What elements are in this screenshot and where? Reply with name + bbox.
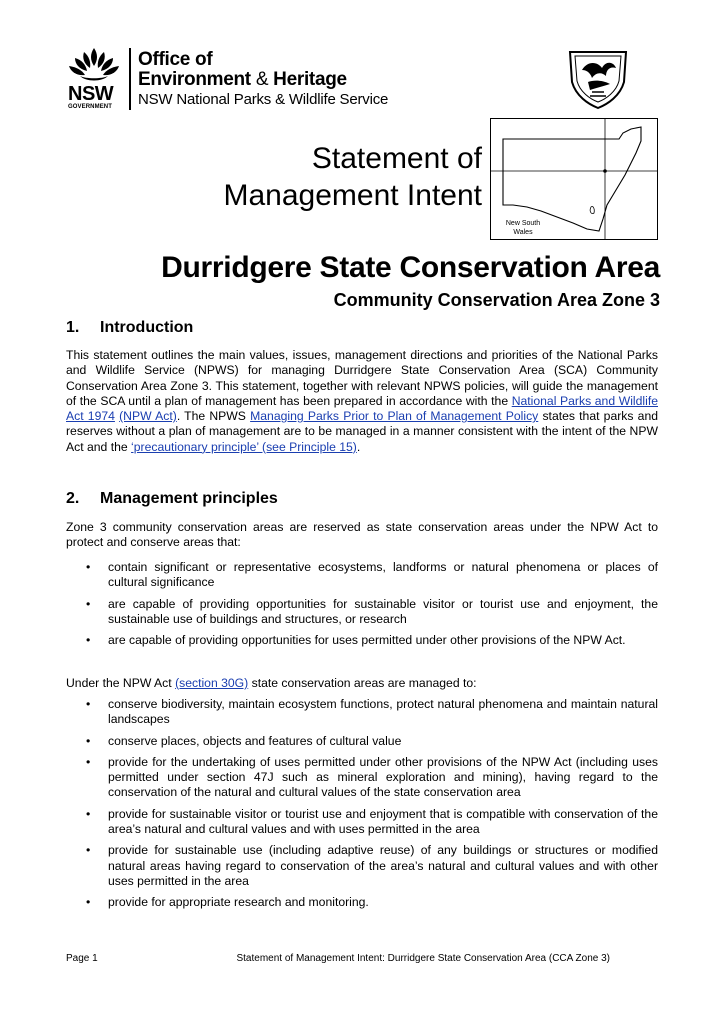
intro-text-2: . The NPWS	[176, 409, 251, 424]
list-item-text: conserve places, objects and features of cultural value	[108, 733, 402, 748]
list-item-text: conserve biodiversity, maintain ecosystem functions, protect natural phenomena and maintain natural landscapes	[108, 697, 658, 727]
header-divider	[129, 48, 131, 110]
list-item-text: provide for appropriate research and monitoring.	[108, 895, 369, 910]
under-text-2: state conservation areas are managed to:	[248, 676, 477, 690]
footer-title: Statement of Management Intent: Durridgere State Conservation Area (CCA Zone 3)	[236, 953, 610, 964]
agency-name	[138, 50, 388, 110]
introduction-paragraph	[66, 348, 658, 455]
waratah-icon	[66, 46, 122, 86]
agency-env: Environment	[138, 69, 251, 90]
document-type-title	[223, 140, 482, 214]
list-item-text: are capable of providing opportunities for sustainable visitor or tourist use and enjoyment, the sustainable use of buildings and structures, or research	[108, 596, 658, 626]
intro-text-1: This statement outlines the main values, issues, management directions and priorities of the National Parks and Wildlife Service (NPWS) for managing Durridgere State Conservation Area (SCA) Community Conservation Area Zone 3. This statement, together with relevant NPWS policies, will guide the management of the SCA until a plan of management has been prepared in accordance with the	[66, 348, 658, 408]
list-item: • provide for the undertaking of uses permitted under other provisions of the NPW Act (including uses permitted under section 47J such as mineral exploration and mining), having regard to the conservation of the natural and cultural values of the state conservation area	[86, 754, 658, 800]
list-item-text: provide for sustainable visitor or tourist use and enjoyment that is compatible with conservation of the area’s natural and cultural values and with uses permitted in the area	[108, 806, 658, 837]
section-number: 1.	[66, 319, 80, 336]
intro-text-4: .	[356, 439, 361, 454]
agency-heritage: Heritage	[273, 69, 347, 90]
section-30g-link[interactable]: (section 30G)	[175, 676, 249, 690]
list-item: • are capable of providing opportunities for sustainable visitor or tourist use and enjoyment, the sustainable use of buildings and structures, or research	[86, 596, 658, 626]
area-title: Durridgere State Conservation Area	[161, 251, 660, 284]
zone-subtitle: Community Conservation Area Zone 3	[333, 290, 660, 310]
npw-act-abbrev-link[interactable]: (NPW Act)	[119, 409, 177, 424]
title-line-1: Statement of	[311, 142, 482, 175]
section-1-heading	[66, 319, 193, 337]
section-title: Management principles	[100, 490, 278, 507]
managing-parks-policy-link[interactable]: Managing Parks Prior to Plan of Management Policy	[250, 409, 539, 424]
principles-intro-paragraph: Zone 3 community conservation areas are reserved as state conservation areas under the NPW Act to protect and conserve areas that:	[66, 520, 658, 550]
list-item: • provide for sustainable visitor or tourist use and enjoyment that is compatible with conservation of the area’s natural and cultural values and with uses permitted in the area	[86, 806, 658, 837]
agency-line-3: NSW National Parks & Wildlife Service	[138, 91, 389, 108]
intro-text-3: states that parks and reserves without a plan of management are to be managed in a manner consistent with the intent of the NPW Act and the	[66, 409, 659, 454]
list-item: • conserve biodiversity, maintain ecosystem functions, protect natural phenomena and maintain natural landscapes	[86, 697, 658, 727]
list-item-text: contain significant or representative ecosystems, landforms or natural phenomena or places of cultural significance	[108, 560, 658, 590]
section-2-heading	[66, 490, 278, 508]
agency-amp: &	[255, 69, 269, 90]
list-item: • contain significant or representative ecosystems, landforms or natural phenomena or places of cultural significance	[86, 560, 658, 590]
section-30g-paragraph	[66, 676, 658, 691]
list-item: • provide for appropriate research and monitoring.	[86, 895, 369, 910]
nsw-government-logo	[66, 46, 126, 112]
precautionary-principle-link[interactable]: ‘precautionary principle’ (see Principle 15)	[131, 439, 357, 454]
agency-line-1: Office of	[138, 49, 213, 70]
under-text-1: Under the NPW Act	[66, 676, 176, 690]
list-item: • are capable of providing opportunities for uses permitted under other provisions of the NPW Act.	[86, 633, 626, 648]
list-item-text: provide for sustainable use (including adaptive reuse) of any buildings or structures or modified natural areas having regard to conservation of the area’s natural and cultural values and with other uses permitted in the area	[108, 843, 658, 888]
map-label: New South Wales	[505, 220, 541, 236]
list-item: • provide for sustainable use (including adaptive reuse) of any buildings or structures or modified natural areas having regard to conservation of the area’s natural and cultural values and with other uses permitted in the area	[86, 843, 658, 888]
zone3-purpose-list	[66, 560, 658, 654]
nsw-locator-map	[490, 118, 658, 240]
section-number: 2.	[66, 490, 80, 507]
npw-act-link[interactable]: National Parks and Wildlife Act 1974	[66, 393, 658, 424]
sca-management-list	[66, 697, 658, 917]
list-item: • conserve places, objects and features of cultural value	[86, 733, 402, 748]
section-title: Introduction	[100, 319, 194, 336]
nsw-wordmark: NSW	[68, 83, 114, 105]
page-number: Page 1	[66, 953, 98, 964]
list-item-text: provide for the undertaking of uses permitted under other provisions of the NPW Act (including uses permitted under section 47J such as mineral exploration and mining), having regard to the conservation of the natural and cultural values of the state conservation area	[108, 754, 658, 800]
list-item-text: are capable of providing opportunities for uses permitted under other provisions of the NPW Act.	[108, 633, 626, 648]
agency-line-2	[138, 70, 388, 90]
title-line-2: Management Intent	[223, 179, 482, 212]
npws-emblem-icon	[562, 44, 634, 110]
government-wordmark: GOVERNMENT	[68, 104, 113, 110]
